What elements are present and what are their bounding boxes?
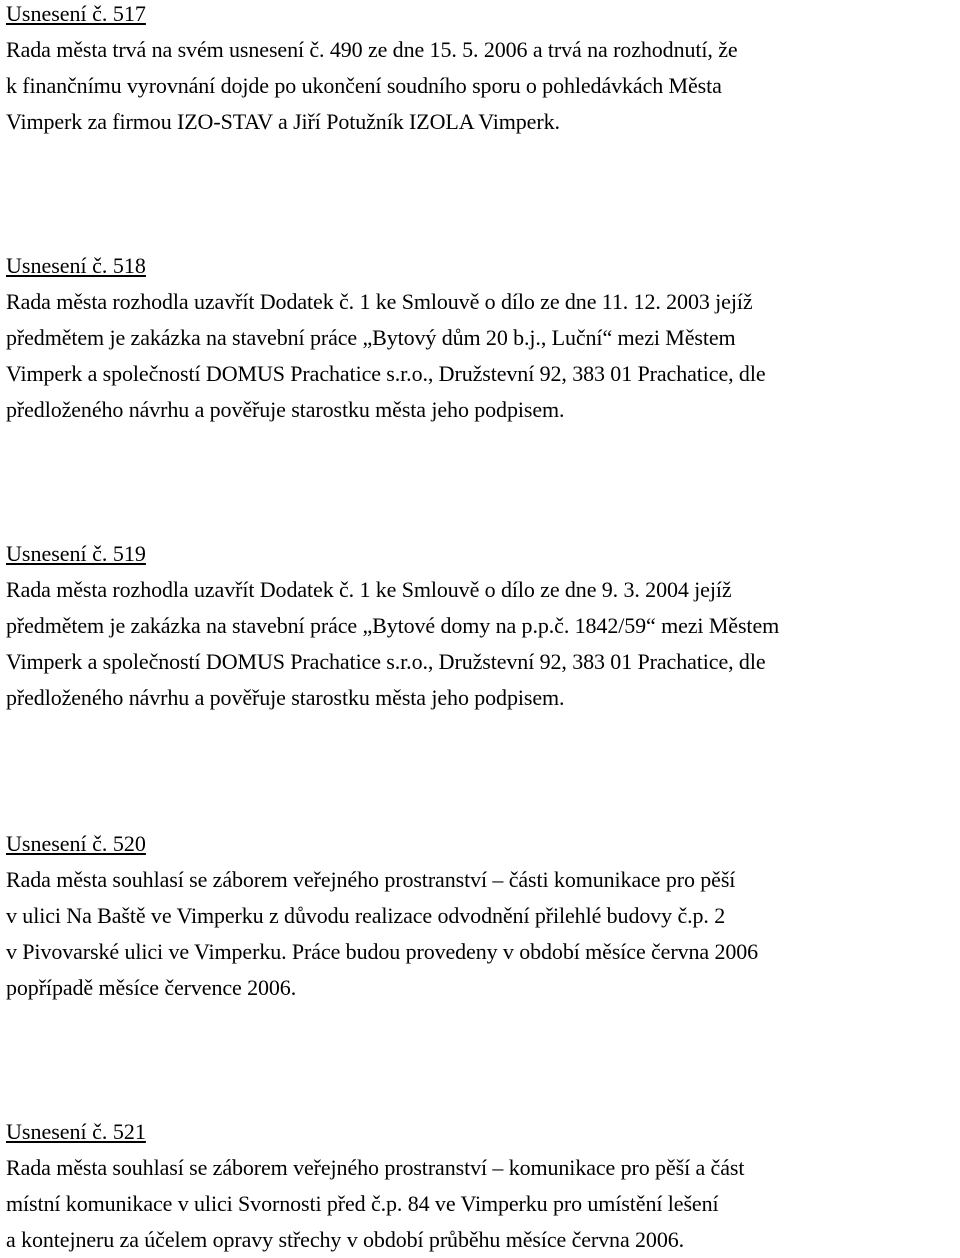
resolution-519 xyxy=(6,536,956,716)
resolution-520 xyxy=(6,826,956,1006)
resolution-text-line: k finančnímu vyrovnání dojde po ukončení soudního sporu o pohledávkách Města xyxy=(6,73,722,98)
resolution-text-line: Vimperk a společností DOMUS Prachatice s.r.o., Družstevní 92, 383 01 Prachatice, dle xyxy=(6,361,766,386)
resolution-text-line: Rada města souhlasí se záborem veřejného prostranství – komunikace pro pěší a část xyxy=(6,1155,745,1180)
resolution-text-line: předmětem je zakázka na stavební práce „Bytový dům 20 b.j., Luční“ mezi Městem xyxy=(6,325,736,350)
resolution-text-line: Vimperk a společností DOMUS Prachatice s.r.o., Družstevní 92, 383 01 Prachatice, dle xyxy=(6,649,766,674)
resolution-text-line: Vimperk za firmou IZO-STAV a Jiří Potužník IZOLA Vimperk. xyxy=(6,109,560,134)
resolution-521 xyxy=(6,1114,956,1258)
resolution-title: Usnesení č. 521 xyxy=(6,1119,146,1144)
resolution-text-line: v Pivovarské ulici ve Vimperku. Práce budou provedeny v období měsíce června 2006 xyxy=(6,939,759,964)
resolution-517 xyxy=(6,0,956,140)
resolution-text-line: popřípadě měsíce července 2006. xyxy=(6,975,297,1000)
resolution-text-line: Rada města trvá na svém usnesení č. 490 ze dne 15. 5. 2006 a trvá na rozhodnutí, že xyxy=(6,37,738,62)
resolution-text-line: předmětem je zakázka na stavební práce „Bytové domy na p.p.č. 1842/59“ mezi Městem xyxy=(6,613,780,638)
resolution-title: Usnesení č. 517 xyxy=(6,1,146,26)
resolution-text-line: Rada města rozhodla uzavřít Dodatek č. 1 ke Smlouvě o dílo ze dne 11. 12. 2003 jejíž xyxy=(6,289,753,314)
resolution-text-line: Rada města rozhodla uzavřít Dodatek č. 1 ke Smlouvě o dílo ze dne 9. 3. 2004 jejíž xyxy=(6,577,732,602)
resolution-text-line: a kontejneru za účelem opravy střechy v období průběhu měsíce června 2006. xyxy=(6,1227,685,1252)
resolution-518 xyxy=(6,248,956,428)
resolution-title: Usnesení č. 520 xyxy=(6,831,146,856)
resolution-text-line: v ulici Na Baště ve Vimperku z důvodu realizace odvodnění přilehlé budovy č.p. 2 xyxy=(6,903,726,928)
resolution-text-line: předloženého návrhu a pověřuje starostku města jeho podpisem. xyxy=(6,685,565,710)
resolution-text-line: předloženého návrhu a pověřuje starostku města jeho podpisem. xyxy=(6,397,565,422)
resolution-text-line: místní komunikace v ulici Svornosti před č.p. 84 ve Vimperku pro umístění lešení xyxy=(6,1191,719,1216)
resolution-title: Usnesení č. 518 xyxy=(6,253,146,278)
resolution-title: Usnesení č. 519 xyxy=(6,541,146,566)
resolution-text-line: Rada města souhlasí se záborem veřejného prostranství – části komunikace pro pěší xyxy=(6,867,736,892)
